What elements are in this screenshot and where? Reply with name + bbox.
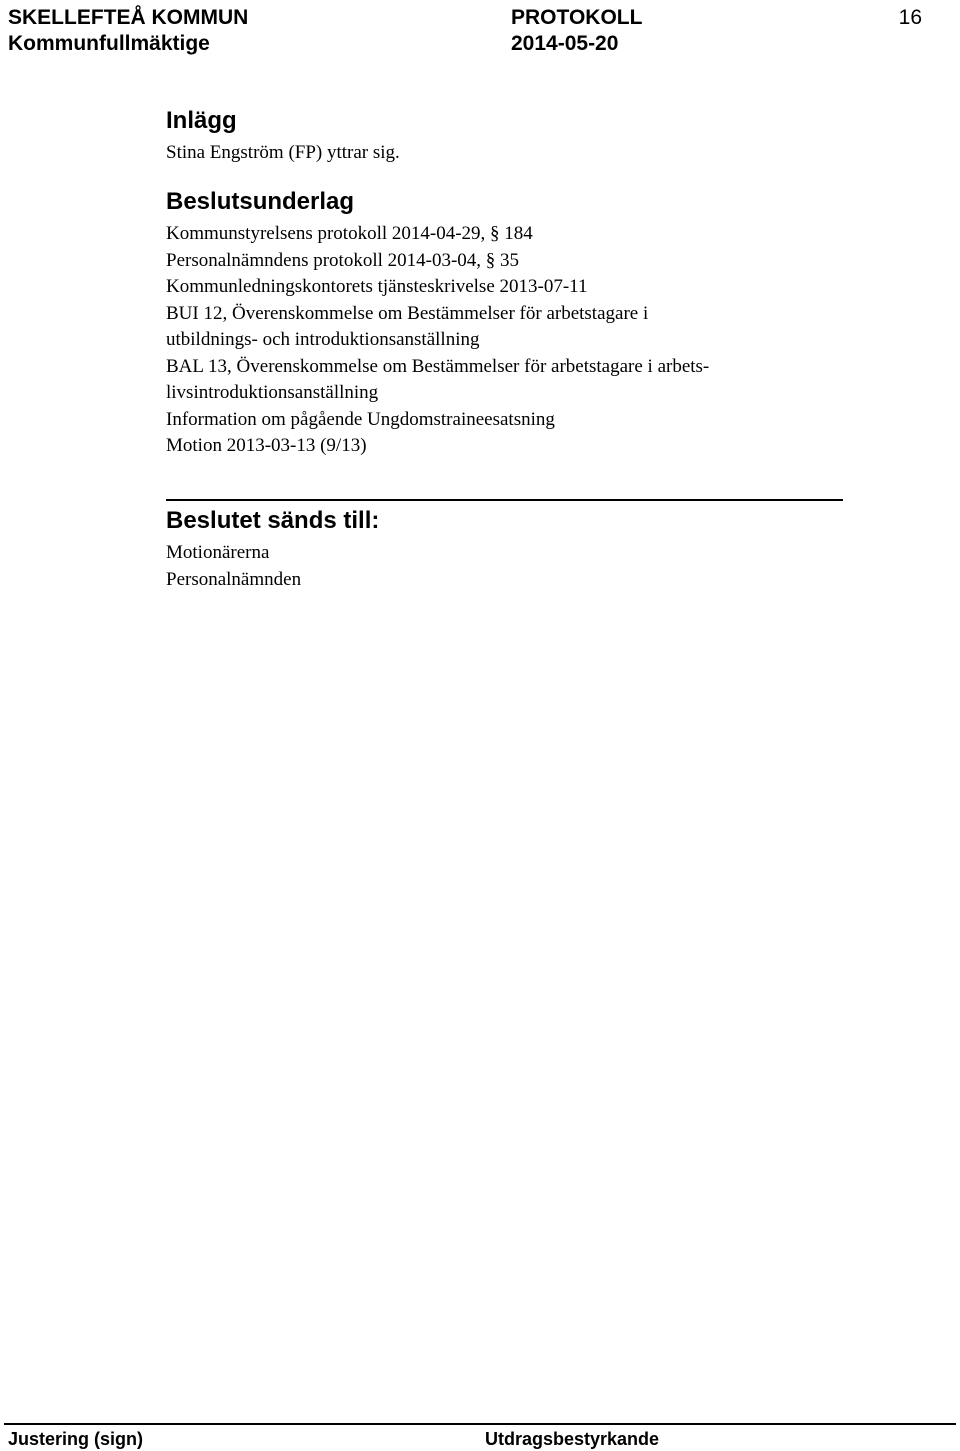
organization-name: SKELLEFTEÅ KOMMUN	[8, 6, 249, 29]
beslutsunderlag-line: livsintroduktionsanställning	[166, 382, 379, 403]
beslutsunderlag-line: Motion 2013-03-13 (9/13)	[166, 435, 367, 456]
beslutsunderlag-heading: Beslutsunderlag	[166, 188, 355, 215]
recipient-item: Motionärerna	[166, 542, 270, 563]
document-type: PROTOKOLL	[511, 6, 643, 29]
beslutsunderlag-line: BUI 12, Överenskommelse om Bestämmelser för arbetstagare i	[166, 302, 649, 324]
inlagg-heading: Inlägg	[166, 107, 237, 134]
utdragsbestyrkande-label: Utdragsbestyrkande	[485, 1429, 660, 1449]
beslutsunderlag-line: Kommunledningskontorets tjänsteskrivelse 2013-07-11	[166, 276, 588, 297]
footer-divider	[4, 1423, 956, 1425]
section-divider	[166, 499, 843, 501]
meeting-date: 2014-05-20	[511, 32, 619, 55]
beslutsunderlag-line: Information om pågående Ungdomstraineesatsning	[166, 408, 555, 430]
justering-sign-label: Justering (sign)	[8, 1429, 144, 1449]
committee-name: Kommunfullmäktige	[8, 32, 210, 55]
beslutet-sands-till-heading: Beslutet sänds till:	[166, 507, 380, 534]
page-number: 16	[898, 6, 922, 29]
beslutsunderlag-line: Kommunstyrelsens protokoll 2014-04-29, § 184	[166, 223, 533, 244]
inlagg-text: Stina Engström (FP) yttrar sig.	[166, 142, 400, 163]
beslutsunderlag-line: utbildnings- och introduktionsanställning	[166, 329, 480, 350]
recipient-item: Personalnämnden	[166, 568, 302, 590]
beslutsunderlag-line: BAL 13, Överenskommelse om Bestämmelser för arbetstagare i arbets-	[166, 355, 710, 377]
beslutsunderlag-line: Personalnämndens protokoll 2014-03-04, § 35	[166, 249, 520, 271]
